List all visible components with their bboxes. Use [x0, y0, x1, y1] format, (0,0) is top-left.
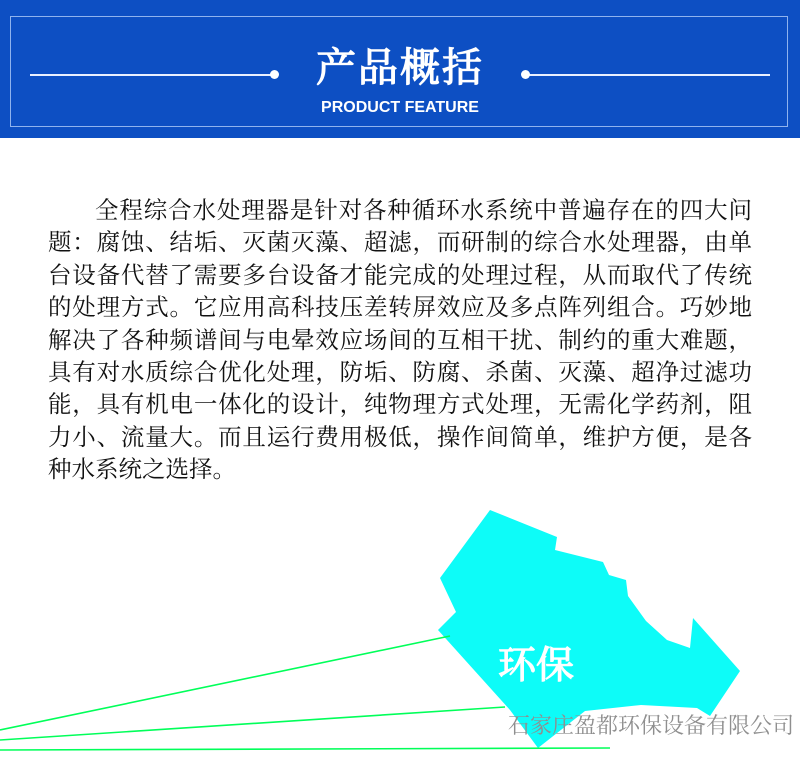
- logo-text: 环保: [498, 643, 575, 687]
- product-description: 全程综合水处理器是针对各种循环水系统中普遍存在的四大问题：腐蚀、结垢、灭菌灭藻、超滤，而研制的综合水处理器，由单台设备代替了需要多台设备才能完成的处理过程，从而取代了传统的处理方式。它应用高科技压差转屏效应及多点阵列组合。巧妙地解决了各种频谱间与电晕效应场间的互相干扰、制约的重大难题，具有对水质综合优化处理，防垢、防腐、杀菌、灭藻、超净过滤功能，具有机电一体化的设计，纯物理方式处理，无需化学药剂，阻力小、流量大。而且运行费用极低，操作间简单，维护方便，是各种水系统之选择。: [48, 196, 752, 484]
- green-line-middle: [0, 707, 505, 740]
- company-name: 石家庄盈都环保设备有限公司: [507, 714, 794, 739]
- green-line-bottom: [0, 748, 610, 750]
- banner-subtitle: PRODUCT FEATURE: [321, 99, 479, 116]
- green-line-top: [0, 636, 450, 730]
- product-feature-banner: [0, 0, 800, 138]
- banner-title: 产品概括: [316, 45, 484, 91]
